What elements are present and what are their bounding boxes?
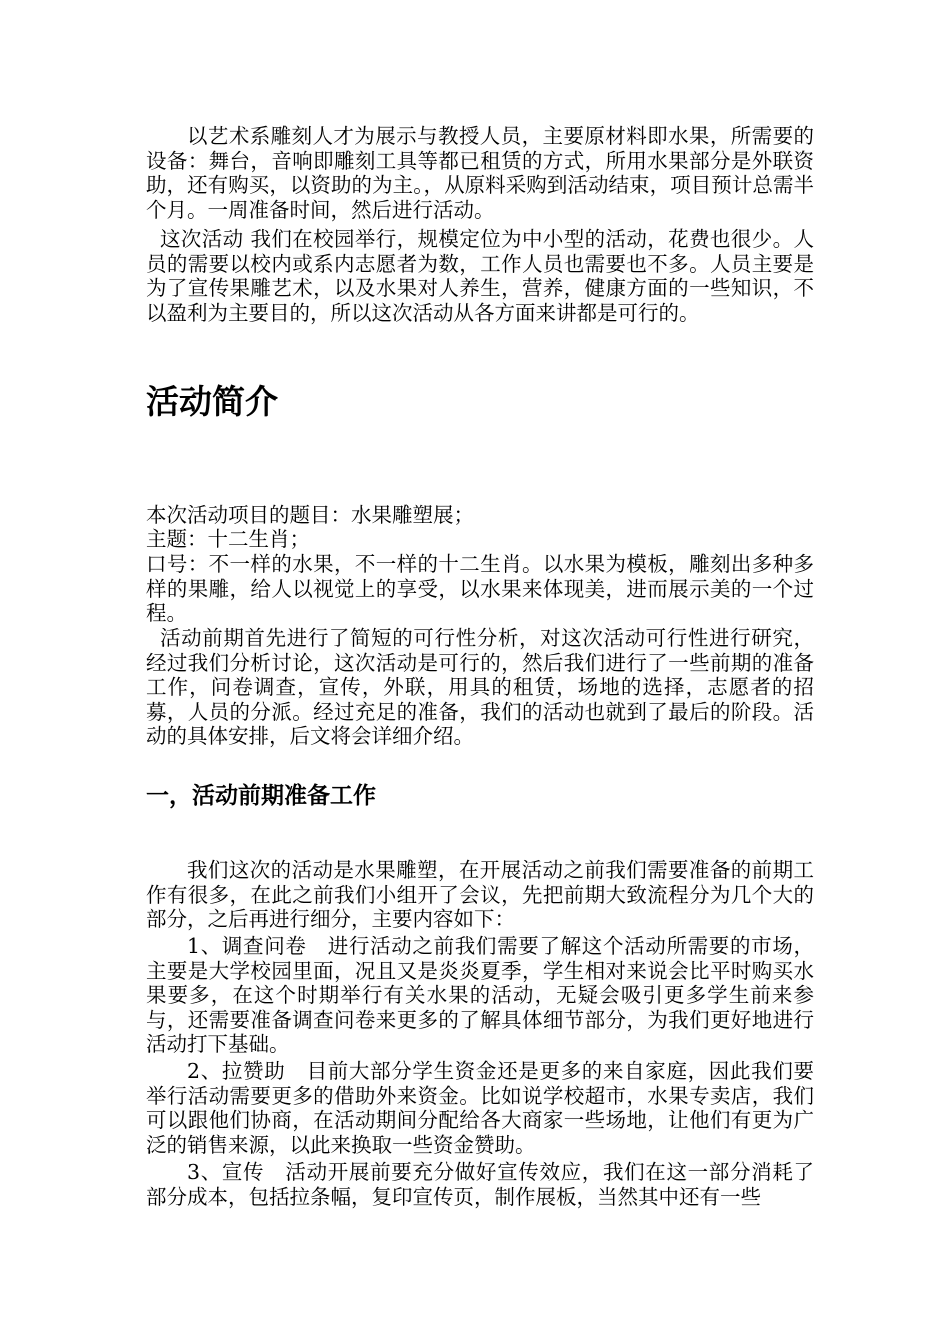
preparation-item-survey: 1、调查问卷 进行活动之前我们需要了解这个活动所需要的市场，主要是大学校园里面，况且又是炎炎夏季，学生相对来说会比平时购买水果要多，在这个时期举行有关水果的活动，无疑会吸引更多学生前来参与，还需要准备调查问卷来更多的了解具体细节部分，为我们更好地进行活动打下基础。 <box>146 934 814 1056</box>
intro-paragraph-1: 以艺术系雕刻人才为展示与教授人员，主要原材料即水果，所需要的设备：舞台，音响即雕刻工具等都已租赁的方式，所用水果部分是外联资助，还有购买，以资助的为主。，从原料采购到活动结束，项目预计总需半个月。一周准备时间，然后进行活动。 <box>146 124 814 222</box>
preparation-item-publicity: 3、宣传 活动开展前要充分做好宣传效应，我们在这一部分消耗了部分成本，包括拉条幅，复印宣传页，制作展板，当然其中还有一些 <box>146 1160 814 1209</box>
preparation-item-sponsorship: 2、拉赞助 目前大部分学生资金还是更多的来自家庭，因此我们要举行活动需要更多的借助外来资金。比如说学校超市，水果专卖店，我们可以跟他们协商，在活动期间分配给各大商家一些场地，让他们有更为广泛的销售来源，以此来换取一些资金赞助。 <box>146 1059 814 1157</box>
project-topic: 本次活动项目的题目：水果雕塑展； <box>146 503 474 527</box>
preparation-intro: 我们这次的活动是水果雕塑，在开展活动之前我们需要准备的前期工作有很多，在此之前我们小组开了会议，先把前期大致流程分为几个大的部分，之后再进行细分，主要内容如下： <box>146 858 814 931</box>
section-heading-preparation: 一，活动前期准备工作 <box>146 783 376 809</box>
activity-summary: 活动前期首先进行了简短的可行性分析，对这次活动可行性进行研究，经过我们分析讨论，这次活动是可行的，然后我们进行了一些前期的准备工作，问卷调查，宣传，外联，用具的租赁，场地的选择，志愿者的招募，人员的分派。经过充足的准备，我们的活动也就到了最后的阶段。活动的具体安排，后文将会详细介绍。 <box>146 626 814 748</box>
project-slogan: 口号：不一样的水果，不一样的十二生肖。以水果为模板，雕刻出多种多样的果雕，给人以视觉上的享受，以水果来体现美，进而展示美的一个过程。 <box>146 552 814 625</box>
section-heading-activity-intro: 活动简介 <box>146 382 278 421</box>
project-theme: 主题：十二生肖； <box>146 527 310 551</box>
intro-paragraph-2: 这次活动 我们在校园举行，规模定位为中小型的活动，花费也很少。人员的需要以校内或系内志愿者为数，工作人员也需要也不多。人员主要是为了宣传果雕艺术，以及水果对人养生，营养，健康方面的一些知识，不以盈利为主要目的，所以这次活动从各方面来讲都是可行的。 <box>146 227 814 325</box>
